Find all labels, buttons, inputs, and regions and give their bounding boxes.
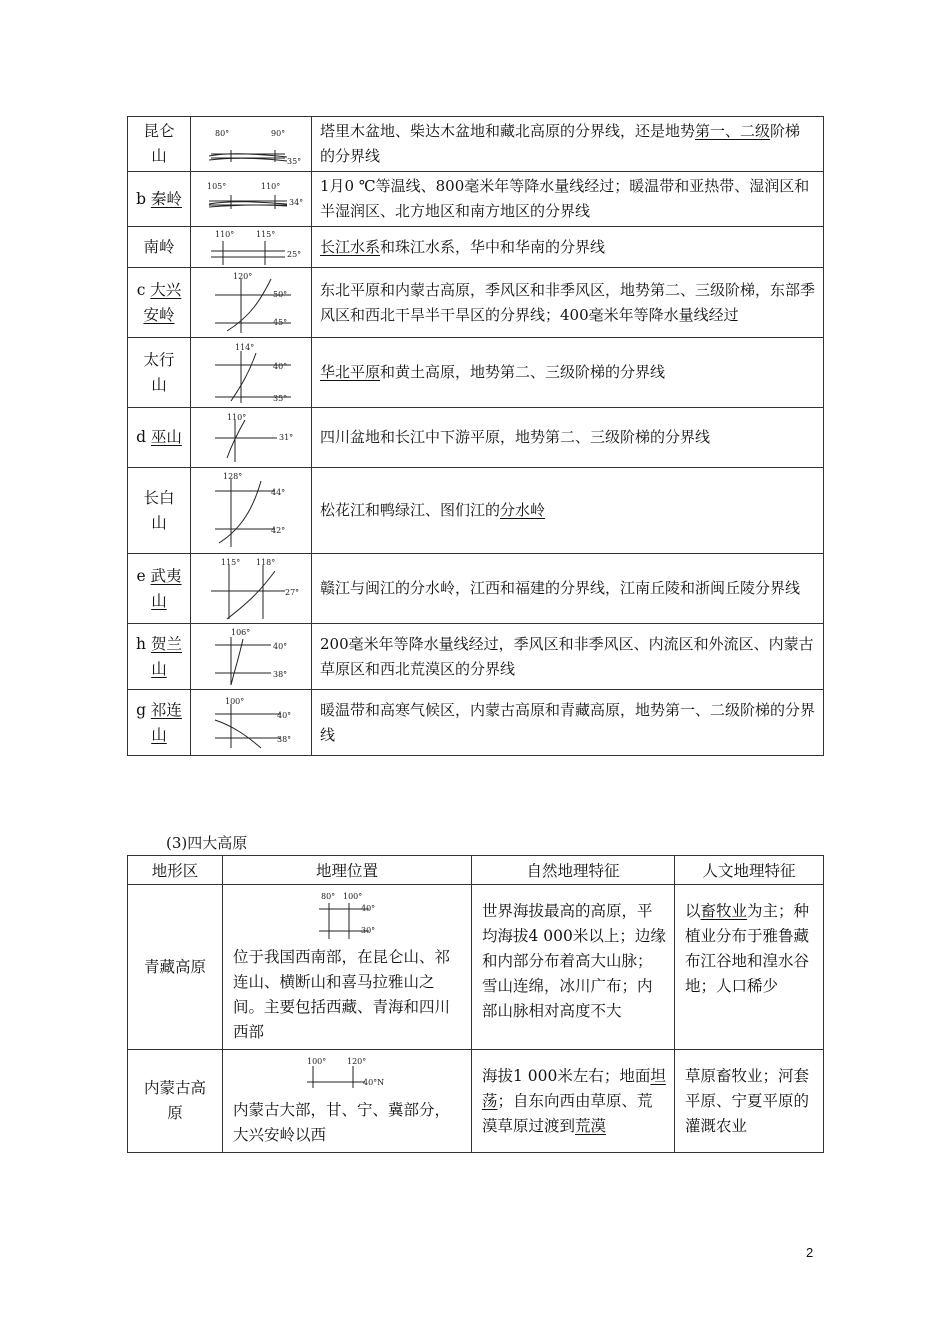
- text-run: 为主；种植业分布于雅鲁藏布江谷地和湟水谷地；人口稀少: [685, 902, 810, 995]
- mountain-name-cell: [128, 554, 191, 624]
- mountain-row: [128, 268, 824, 338]
- mountain-letter: b: [136, 189, 151, 208]
- mountain-row: [128, 338, 824, 408]
- mountain-letter: d: [136, 428, 151, 446]
- coordinate-label: 27°: [285, 587, 300, 597]
- plateau-name: [128, 885, 223, 1050]
- latitude-longitude-sketch: [201, 627, 301, 687]
- mountain-name: 太行山: [143, 350, 175, 394]
- mountain-table: [127, 116, 824, 756]
- header-natural: 自然地理特征: [472, 856, 675, 885]
- mountain-figure-cell: [191, 338, 312, 408]
- mountain-description: [312, 468, 824, 554]
- human-features: [675, 885, 824, 1050]
- underlined-text: 荒漠: [575, 1117, 607, 1135]
- mountain-description: [312, 227, 824, 268]
- latitude-longitude-sketch: [201, 179, 304, 219]
- coordinate-label: 100°: [307, 1057, 327, 1066]
- coordinate-label: 34°: [289, 198, 304, 207]
- mountain-row: [128, 117, 824, 172]
- mountain-name-cell: [128, 690, 191, 756]
- coordinate-label: 35°: [273, 393, 288, 403]
- coordinate-label: 100°: [225, 696, 245, 706]
- plateau-row: [128, 885, 824, 1050]
- underlined-text: 坦荡: [482, 1067, 666, 1110]
- mountain-letter: h: [136, 634, 151, 653]
- latitude-longitude-sketch: [201, 696, 301, 750]
- underlined-text: 华北平原: [320, 363, 381, 381]
- text-run: 和黄土高原，地势第二、三级阶梯的分界线: [380, 363, 666, 381]
- mountain-row: [128, 227, 824, 268]
- latitude-longitude-sketch: [201, 271, 301, 335]
- mountain-name-cell: [128, 408, 191, 468]
- plateau-name-text: 青藏高原: [143, 957, 206, 976]
- mountain-name: 秦岭: [150, 189, 182, 208]
- coordinate-label: 30°: [361, 926, 376, 935]
- underlined-text: 畜牧业: [700, 902, 748, 920]
- coordinate-label: 40°N: [363, 1078, 385, 1087]
- coordinate-label: 45°: [273, 317, 288, 327]
- mountain-name-cell: [128, 338, 191, 408]
- text-run: 暖温带和高寒气候区，内蒙古高原和青藏高原，地势第一、二级阶梯的分界线: [320, 700, 816, 744]
- mountain-figure-cell: [191, 117, 312, 172]
- plateau-location: [223, 1050, 472, 1153]
- text-run: 东北平原和内蒙古高原，季风区和非季风区，地势第二、三级阶梯，东部季风区和西北干旱半干旱区的分界线；400毫米年等降水量线经过: [320, 280, 816, 324]
- mountain-figure-cell: [191, 624, 312, 690]
- coordinate-label: 40°: [361, 904, 376, 913]
- text-run: 海拔1 000米左右；地面: [482, 1067, 651, 1085]
- plateau-sketch: [293, 1054, 403, 1094]
- mountain-description: [312, 338, 824, 408]
- mountain-name: 巫山: [150, 428, 182, 446]
- text-run: 世界海拔最高的高原，平均海拔4 000米以上；边缘和内部分布着高大山脉；雪山连绵，冰川广布；内部山脉相对高度不大: [482, 902, 666, 1020]
- underlined-text: 第一、二级: [695, 122, 771, 140]
- mountain-trend-line: [219, 481, 261, 543]
- mountain-figure-cell: [191, 690, 312, 756]
- mountain-description: [312, 172, 824, 227]
- coordinate-label: 105°: [207, 182, 227, 191]
- mountain-row: [128, 172, 824, 227]
- coordinate-label: 50°: [273, 289, 288, 299]
- coordinate-label: 128°: [223, 471, 243, 481]
- coordinate-label: 42°: [271, 525, 286, 535]
- mountain-name-cell: [128, 172, 191, 227]
- latitude-longitude-sketch: [201, 227, 301, 267]
- mountain-name: 贺兰山: [150, 634, 182, 678]
- location-text: 位于我国西南部，在昆仑山、祁连山、横断山和喜马拉雅山之间。主要包括西藏、青海和四川西部: [233, 948, 451, 1041]
- coordinate-label: 120°: [347, 1057, 367, 1066]
- text-run: 松花江和鸭绿江、图们江的: [320, 501, 501, 519]
- human-features: [675, 1050, 824, 1153]
- latitude-longitude-sketch: [201, 341, 301, 405]
- mountain-name-cell: [128, 227, 191, 268]
- plateau-location: [223, 885, 472, 1050]
- mountain-trend-line: [231, 639, 243, 685]
- plateau-table: [127, 855, 824, 1153]
- text-run: 草原畜牧业；河套平原、宁夏平原的灌溉农业: [685, 1067, 810, 1135]
- mountain-description: [312, 554, 824, 624]
- underlined-text: 分水岭: [500, 501, 546, 519]
- coordinate-label: 118°: [256, 557, 276, 567]
- mountain-figure-cell: [191, 268, 312, 338]
- coordinate-label: 35°: [287, 157, 302, 166]
- mountain-figure-cell: [191, 227, 312, 268]
- plateau-name: [128, 1050, 223, 1153]
- plateau-row: [128, 1050, 824, 1153]
- section-title: (3)四大高原: [166, 834, 248, 852]
- mountain-name: 武夷山: [150, 566, 182, 610]
- mountain-name: 祁连山: [150, 700, 182, 744]
- coordinate-label: 115°: [256, 230, 276, 239]
- latitude-longitude-sketch: [201, 124, 301, 164]
- coordinate-label: 80°: [215, 129, 230, 138]
- mountain-row: [128, 554, 824, 624]
- mountain-name: 大兴安岭: [143, 280, 182, 324]
- coordinate-label: 114°: [235, 342, 255, 352]
- coordinate-label: 38°: [273, 669, 288, 679]
- mountain-row: [128, 624, 824, 690]
- mountain-name: 南岭: [143, 237, 175, 256]
- page-number: 2: [806, 1245, 814, 1260]
- location-text: 内蒙古大部，甘、宁、冀部分，大兴安岭以西: [233, 1101, 451, 1144]
- coordinate-label: 120°: [233, 271, 253, 281]
- text-run: ；自东向西由草原、荒漠草原过渡到: [482, 1092, 653, 1135]
- text-run: 塔里木盆地、柴达木盆地和藏北高原的分界线，还是地势: [320, 122, 696, 140]
- text-run: 和珠江水系，华中和华南的分界线: [380, 237, 606, 256]
- coordinate-label: 115°: [221, 557, 241, 567]
- plateau-name-text: 内蒙古高原: [143, 1079, 206, 1122]
- mountain-row: [128, 468, 824, 554]
- mountain-trend-line: [227, 420, 245, 458]
- mountain-name: 长白山: [143, 488, 175, 532]
- coordinate-label: 90°: [271, 129, 286, 138]
- coordinate-label: 44°: [271, 487, 286, 497]
- plateau-header-row: [128, 856, 824, 885]
- coordinate-label: 110°: [215, 230, 235, 239]
- mountain-description: [312, 624, 824, 690]
- mountain-figure-cell: [191, 468, 312, 554]
- natural-features: [472, 885, 675, 1050]
- coordinate-label: 110°: [261, 182, 281, 191]
- mountain-name: 昆仑山: [143, 122, 175, 165]
- mountain-name-cell: [128, 468, 191, 554]
- plateau-sketch: [313, 889, 383, 941]
- coordinate-label: 106°: [231, 627, 251, 637]
- mountain-figure-cell: [191, 172, 312, 227]
- coordinate-label: 40°: [273, 361, 288, 371]
- natural-features: [472, 1050, 675, 1153]
- text-run: 四川盆地和长江中下游平原，地势第二、三级阶梯的分界线: [320, 428, 711, 446]
- text-run: 200毫米年等降水量线经过，季风区和非季风区、内流区和外流区、内蒙古草原区和西北荒漠区的分界线: [320, 634, 814, 678]
- underlined-text: 长江水系: [320, 237, 381, 256]
- mountain-description: [312, 690, 824, 756]
- coordinate-label: 100°: [343, 892, 363, 901]
- coordinate-label: 31°: [279, 432, 294, 442]
- mountain-trend-line: [231, 353, 256, 401]
- mountain-letter: e: [136, 566, 151, 585]
- latitude-longitude-sketch: [201, 412, 301, 464]
- coordinate-label: 40°: [277, 710, 292, 720]
- mountain-name-cell: [128, 624, 191, 690]
- header-location: 地理位置: [223, 856, 472, 885]
- mountain-trend-line: [215, 720, 261, 748]
- mountain-letter: c: [136, 280, 151, 299]
- header-terrain: 地形区: [128, 856, 223, 885]
- coordinate-label: 80°: [321, 892, 336, 901]
- mountain-name-cell: [128, 117, 191, 172]
- mountain-name-cell: [128, 268, 191, 338]
- header-human: 人文地理特征: [675, 856, 824, 885]
- mountain-description: [312, 268, 824, 338]
- mountain-figure-cell: [191, 554, 312, 624]
- mountain-row: [128, 690, 824, 756]
- text-run: 赣江与闽江的分水岭，江西和福建的分界线，江南丘陵和浙闽丘陵分界线: [320, 579, 801, 597]
- text-run: 以: [685, 902, 701, 920]
- mountain-trend-line: [227, 571, 275, 619]
- mountain-description: [312, 117, 824, 172]
- coordinate-label: 40°: [273, 641, 288, 651]
- coordinate-label: 38°: [277, 734, 292, 744]
- text-run: 1月0 ℃等温线、800毫米年等降水量线经过；暖温带和亚热带、湿润区和半湿润区、北方地区和南方地区的分界线: [320, 177, 810, 220]
- mountain-row: [128, 408, 824, 468]
- coordinate-label: 110°: [227, 412, 247, 422]
- coordinate-label: 25°: [287, 250, 302, 259]
- text-run: 阶梯的分界线: [320, 122, 801, 165]
- latitude-longitude-sketch: [201, 471, 301, 551]
- latitude-longitude-sketch: [201, 557, 301, 621]
- mountain-figure-cell: [191, 408, 312, 468]
- mountain-letter: g: [136, 700, 151, 719]
- mountain-description: [312, 408, 824, 468]
